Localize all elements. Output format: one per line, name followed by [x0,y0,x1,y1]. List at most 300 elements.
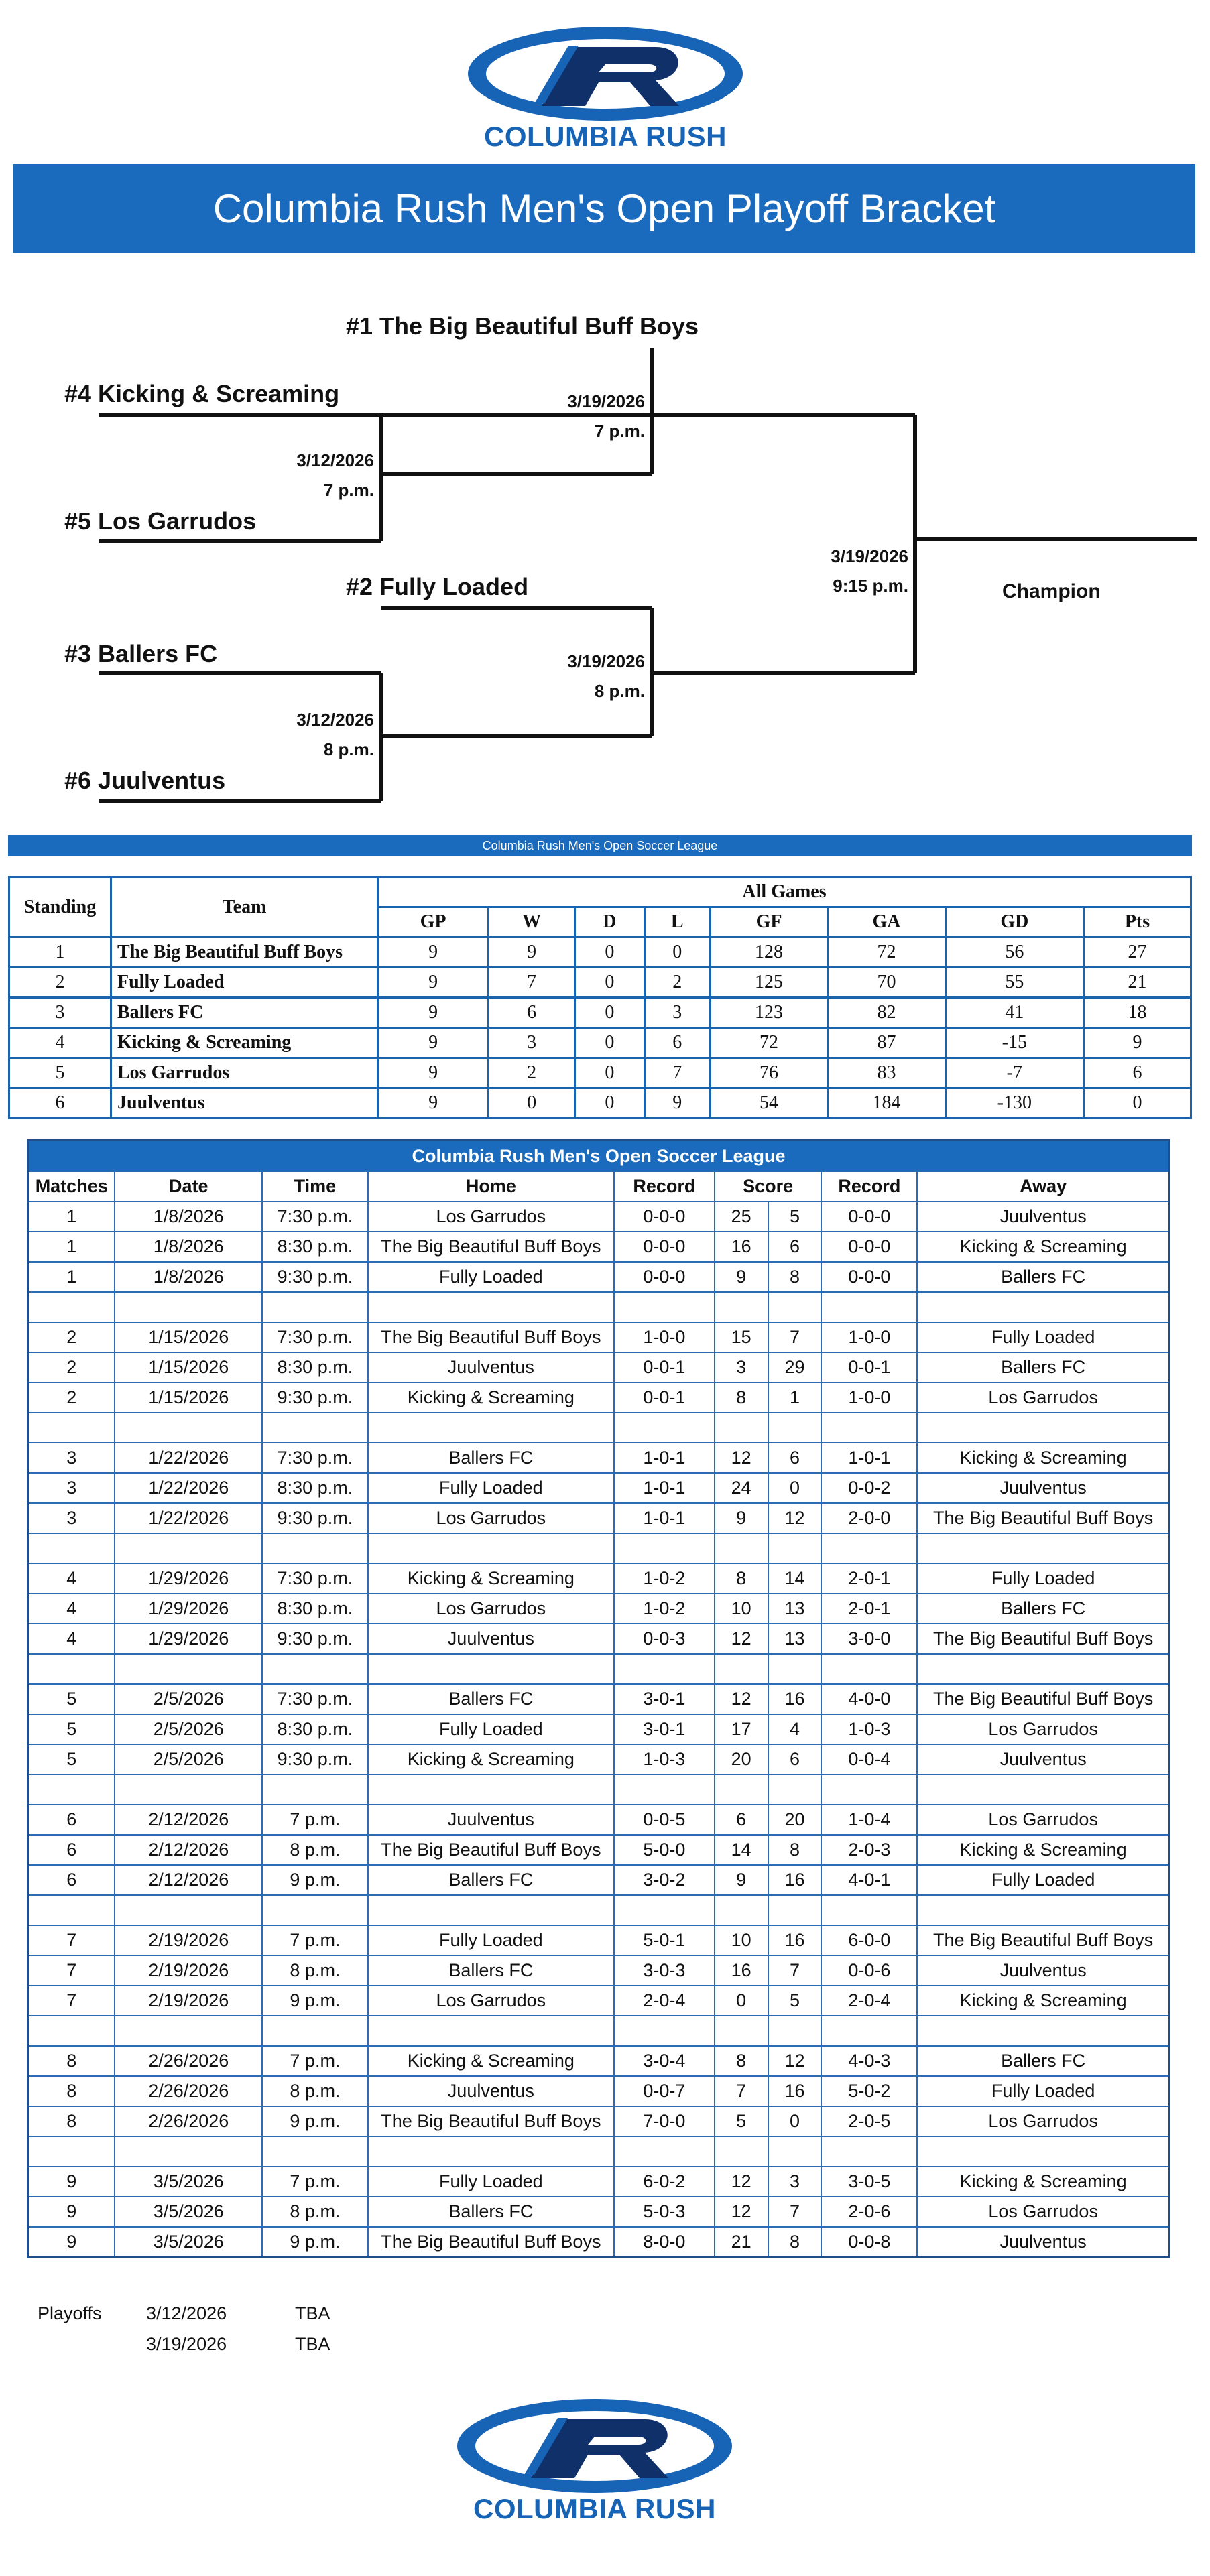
empty-cell [821,1775,917,1805]
match-cell: 6 [28,1865,115,1895]
match-cell: 0-0-8 [821,2227,917,2258]
match-cell: 3 [768,2167,822,2197]
match-cell: 3-0-4 [614,2046,715,2076]
match-cell: 9 p.m. [262,1865,368,1895]
match-row [28,1352,1170,1382]
match-cell: 2/5/2026 [115,1684,262,1714]
match-cell: 2/26/2026 [115,2046,262,2076]
match-cell: 14 [768,1563,822,1594]
empty-cell [262,2016,368,2046]
standings-cell: 128 [710,938,827,968]
standings-cell: -7 [945,1058,1083,1088]
standings-cell: -130 [945,1088,1083,1118]
match-cell: Kicking & Screaming [917,2167,1169,2197]
match-cell: Los Garrudos [917,1805,1169,1835]
match-cell: 1/15/2026 [115,1322,262,1352]
empty-cell [368,2016,614,2046]
match-cell: 3/5/2026 [115,2197,262,2227]
empty-cell [368,1533,614,1563]
match-cell: 12 [768,1503,822,1533]
match-cell: Ballers FC [917,2046,1169,2076]
standing-header: Standing [9,877,111,938]
page-title: Columbia Rush Men's Open Playoff Bracket [13,164,1195,253]
match-cell: 8 p.m. [262,2076,368,2106]
standings-cell: 9 [378,938,489,968]
match-cell: 2/12/2026 [115,1805,262,1835]
match-cell: The Big Beautiful Buff Boys [917,1503,1169,1533]
standings-cell: 3 [644,998,710,1028]
col-header: GF [710,907,827,938]
match-cell: 4-0-3 [821,2046,917,2076]
match-row [28,2167,1170,2197]
standings-cell: -15 [945,1028,1083,1058]
match-cell: Los Garrudos [917,2106,1169,2136]
match-cell: 2/26/2026 [115,2076,262,2106]
match-row [28,1955,1170,1986]
spacer-row [28,1292,1170,1322]
match-cell: 3-0-1 [614,1684,715,1714]
match-cell: 6 [28,1805,115,1835]
team-name: Ballers FC [111,998,378,1028]
standings-cell: 27 [1083,938,1191,968]
empty-cell [28,2016,115,2046]
empty-cell [768,2136,822,2167]
match-cell: 7:30 p.m. [262,1443,368,1473]
empty-cell [715,2136,768,2167]
match-cell: 29 [768,1352,822,1382]
empty-cell [115,2136,262,2167]
match-cell: Los Garrudos [368,1986,614,2016]
match-cell: 8 [28,2076,115,2106]
col-header: L [644,907,710,938]
empty-cell [614,2016,715,2046]
match-cell: 25 [715,1202,768,1232]
playoffs-label: Playoffs [38,2303,102,2323]
match-cell: 8 [28,2106,115,2136]
standings-cell: 82 [828,998,945,1028]
match-cell: 0-0-4 [821,1744,917,1775]
match-cell: 16 [768,1925,822,1955]
match-cell: 6-0-2 [614,2167,715,2197]
match-cell: 8:30 p.m. [262,1714,368,1744]
match-cell: The Big Beautiful Buff Boys [368,2106,614,2136]
match-cell: 0-0-2 [821,1473,917,1503]
empty-cell [821,1292,917,1322]
match-cell: Fully Loaded [917,1865,1169,1895]
empty-cell [917,1533,1169,1563]
match-cell: 2/19/2026 [115,1986,262,2016]
empty-cell [917,1895,1169,1925]
match-cell: 7 [28,1955,115,1986]
match-cell: Kicking & Screaming [368,1563,614,1594]
match-cell: 0 [768,1473,822,1503]
bracket-game: 3/12/2026 8 p.m. [296,710,374,759]
empty-cell [821,2016,917,2046]
match-cell: Juulventus [917,1744,1169,1775]
empty-cell [821,1654,917,1684]
match-cell: Fully Loaded [368,1262,614,1292]
match-cell: 12 [715,1624,768,1654]
standings-row [9,1088,1191,1118]
standings-cell: 0 [575,1028,644,1058]
empty-cell [768,2016,822,2046]
match-cell: 10 [715,1594,768,1624]
match-cell: Fully Loaded [368,1714,614,1744]
col-header: GP [378,907,489,938]
match-cell: 12 [715,1443,768,1473]
empty-cell [115,1533,262,1563]
standings-cell: 9 [1083,1028,1191,1058]
empty-cell [715,1413,768,1443]
match-cell: 4-0-0 [821,1684,917,1714]
match-cell: Fully Loaded [368,1473,614,1503]
match-cell: 21 [715,2227,768,2258]
empty-cell [614,1413,715,1443]
team-name: Juulventus [111,1088,378,1118]
match-cell: 1 [768,1382,822,1413]
match-cell: 7-0-0 [614,2106,715,2136]
match-cell: Fully Loaded [368,2167,614,2197]
empty-cell [368,1413,614,1443]
standings-cell: 54 [710,1088,827,1118]
match-row [28,1443,1170,1473]
team-header: Team [111,877,378,938]
match-row [28,1322,1170,1352]
match-cell: 9:30 p.m. [262,1262,368,1292]
match-row [28,1382,1170,1413]
match-row [28,1925,1170,1955]
match-cell: 2-0-1 [821,1563,917,1594]
empty-cell [917,1775,1169,1805]
match-cell: 8:30 p.m. [262,1473,368,1503]
empty-cell [715,1775,768,1805]
match-cell: 2/12/2026 [115,1835,262,1865]
match-cell: 0-0-1 [614,1382,715,1413]
match-row [28,1232,1170,1262]
bracket-team: #2 Fully Loaded [346,573,529,600]
match-cell: 9:30 p.m. [262,1624,368,1654]
empty-cell [115,2016,262,2046]
empty-cell [768,1533,822,1563]
spacer-row [28,2136,1170,2167]
match-row [28,1714,1170,1744]
empty-cell [368,1654,614,1684]
empty-cell [115,1413,262,1443]
schedule-caption: Columbia Rush Men's Open Soccer League [28,1141,1170,1172]
col-header: Date [115,1171,262,1202]
brand-name: COLUMBIA RUSH [473,2493,716,2524]
spacer-row [28,1775,1170,1805]
bracket-game-final: 3/19/2026 9:15 p.m. [831,546,908,596]
match-cell: 0-0-0 [614,1232,715,1262]
col-header: Record [614,1171,715,1202]
match-cell: 5 [28,1714,115,1744]
match-row [28,1202,1170,1232]
match-cell: The Big Beautiful Buff Boys [917,1925,1169,1955]
standings-cell: 6 [1083,1058,1191,1088]
match-cell: Juulventus [368,1805,614,1835]
col-header: Home [368,1171,614,1202]
match-cell: 9 [28,2197,115,2227]
match-cell: 3-0-2 [614,1865,715,1895]
match-cell: 0 [715,1986,768,2016]
empty-cell [614,2136,715,2167]
match-cell: 6 [28,1835,115,1865]
match-cell: The Big Beautiful Buff Boys [917,1624,1169,1654]
standings-cell: 9 [378,1088,489,1118]
match-cell: 7 p.m. [262,2046,368,2076]
match-row [28,2076,1170,2106]
bracket-game: 3/12/2026 7 p.m. [296,450,374,500]
match-cell: 5-0-0 [614,1835,715,1865]
match-cell: 4-0-1 [821,1865,917,1895]
col-header: GA [828,907,945,938]
match-cell: 9 p.m. [262,2106,368,2136]
standings-row [9,1028,1191,1058]
match-cell: 5 [28,1684,115,1714]
match-cell: Kicking & Screaming [368,1744,614,1775]
match-row [28,2046,1170,2076]
spacer-row [28,1895,1170,1925]
standings-cell: 6 [644,1028,710,1058]
match-cell: 5 [715,2106,768,2136]
match-cell: 1-0-3 [821,1714,917,1744]
match-row [28,1684,1170,1714]
match-cell: 2/19/2026 [115,1925,262,1955]
match-cell: Los Garrudos [917,1714,1169,1744]
match-cell: 8:30 p.m. [262,1594,368,1624]
standings-cell: 21 [1083,968,1191,998]
match-cell: 2/5/2026 [115,1744,262,1775]
bracket-game: 3/19/2026 7 p.m. [567,391,645,441]
match-cell: 8 p.m. [262,1835,368,1865]
match-cell: 0-0-0 [614,1262,715,1292]
standings-cell: 72 [828,938,945,968]
match-cell: 1-0-3 [614,1744,715,1775]
match-row [28,1262,1170,1292]
match-cell: 3-0-1 [614,1714,715,1744]
match-cell: Ballers FC [368,1684,614,1714]
match-cell: 8:30 p.m. [262,1232,368,1262]
match-cell: 12 [715,2167,768,2197]
match-row [28,1624,1170,1654]
match-cell: 1/15/2026 [115,1352,262,1382]
match-cell: 0-0-1 [614,1352,715,1382]
match-cell: 17 [715,1714,768,1744]
match-cell: 3-0-3 [614,1955,715,1986]
rush-logo-icon [461,19,749,126]
match-cell: 14 [715,1835,768,1865]
match-cell: 7:30 p.m. [262,1563,368,1594]
match-cell: 10 [715,1925,768,1955]
standings-cell: 0 [575,998,644,1028]
playoffs-status: TBA [295,2334,330,2354]
match-cell: 7 p.m. [262,1805,368,1835]
all-games-header: All Games [378,877,1191,907]
empty-cell [715,1292,768,1322]
match-cell: Fully Loaded [368,1925,614,1955]
standings-cell: 5 [9,1058,111,1088]
team-name: Fully Loaded [111,968,378,998]
standings-cell: 123 [710,998,827,1028]
match-cell: 13 [768,1624,822,1654]
match-row [28,2227,1170,2258]
match-cell: 4 [28,1563,115,1594]
match-cell: 20 [768,1805,822,1835]
standings-cell: 87 [828,1028,945,1058]
empty-cell [715,1895,768,1925]
standings-cell: 3 [489,1028,575,1058]
empty-cell [715,1533,768,1563]
empty-cell [917,1413,1169,1443]
empty-cell [262,1413,368,1443]
match-cell: 1/8/2026 [115,1202,262,1232]
match-cell: 8 [768,2227,822,2258]
empty-cell [262,1775,368,1805]
playoffs-status: TBA [295,2303,330,2323]
match-cell: 16 [715,1232,768,1262]
standings-cell: 7 [644,1058,710,1088]
match-cell: 0-0-0 [821,1262,917,1292]
standings-cell: 72 [710,1028,827,1058]
empty-cell [768,1413,822,1443]
match-cell: 8 [715,2046,768,2076]
match-cell: 3 [715,1352,768,1382]
bracket-team: #1 The Big Beautiful Buff Boys [346,312,699,340]
match-cell: 7 [715,2076,768,2106]
match-cell: Los Garrudos [917,2197,1169,2227]
team-name: Los Garrudos [111,1058,378,1088]
match-cell: 1-0-0 [614,1322,715,1352]
match-cell: 0-0-0 [821,1202,917,1232]
empty-cell [28,1775,115,1805]
match-cell: 0-0-7 [614,2076,715,2106]
match-cell: 7 [28,1925,115,1955]
empty-cell [821,1533,917,1563]
match-cell: Kicking & Screaming [917,1232,1169,1262]
standings-cell: 55 [945,968,1083,998]
standings-cell: 6 [9,1088,111,1118]
match-cell: Ballers FC [917,1262,1169,1292]
match-cell: 1-0-1 [614,1503,715,1533]
match-row [28,1473,1170,1503]
match-cell: 6 [768,1744,822,1775]
col-header: W [489,907,575,938]
standings-cell: 9 [644,1088,710,1118]
bracket-team: #4 Kicking & Screaming [64,380,340,407]
match-cell: Fully Loaded [917,1563,1169,1594]
standings-cell: 9 [489,938,575,968]
match-cell: 0-0-3 [614,1624,715,1654]
match-row [28,1865,1170,1895]
bracket-game: 3/19/2026 8 p.m. [567,651,645,701]
standings-row [9,998,1191,1028]
match-cell: 0-0-0 [614,1202,715,1232]
match-cell: 7 p.m. [262,1925,368,1955]
standings-cell: 2 [9,968,111,998]
bottom-logo [450,2391,739,2532]
empty-cell [115,1654,262,1684]
empty-cell [614,1533,715,1563]
playoffs-date: 3/12/2026 [146,2303,227,2323]
standings-cell: 9 [378,1058,489,1088]
match-cell: 15 [715,1322,768,1352]
match-cell: 8 [715,1382,768,1413]
match-cell: 8 [715,1563,768,1594]
spacer-row [28,1533,1170,1563]
match-cell: 7 [768,2197,822,2227]
match-cell: Ballers FC [368,1865,614,1895]
match-cell: 16 [715,1955,768,1986]
match-cell: 5-0-1 [614,1925,715,1955]
match-cell: 5 [28,1744,115,1775]
match-cell: Ballers FC [368,1443,614,1473]
match-cell: 1/22/2026 [115,1503,262,1533]
match-cell: 2 [28,1322,115,1352]
empty-cell [821,1413,917,1443]
standings-cell: 0 [1083,1088,1191,1118]
match-cell: 3 [28,1473,115,1503]
match-cell: Juulventus [368,2076,614,2106]
empty-cell [115,1292,262,1322]
standings-cell: 1 [9,938,111,968]
match-row [28,1805,1170,1835]
standings-cell: 41 [945,998,1083,1028]
match-cell: 2-0-6 [821,2197,917,2227]
standings-cell: 3 [9,998,111,1028]
match-cell: 6-0-0 [821,1925,917,1955]
match-cell: Juulventus [368,1624,614,1654]
match-cell: 2/12/2026 [115,1865,262,1895]
standings-cell: 18 [1083,998,1191,1028]
match-cell: 1-0-1 [614,1473,715,1503]
spacer-row [28,2016,1170,2046]
match-cell: 1/8/2026 [115,1232,262,1262]
match-cell: Los Garrudos [368,1503,614,1533]
match-cell: 9 [715,1865,768,1895]
empty-cell [917,1654,1169,1684]
rush-logo-icon [450,2391,739,2498]
match-cell: 1 [28,1232,115,1262]
bracket-team: #6 Juulventus [64,767,226,794]
match-cell: 9 [715,1262,768,1292]
match-row [28,1563,1170,1594]
match-cell: Kicking & Screaming [917,1986,1169,2016]
empty-cell [28,1895,115,1925]
standings-row [9,968,1191,998]
col-header: Time [262,1171,368,1202]
standings-row [9,938,1191,968]
match-row [28,1744,1170,1775]
bracket-team: #3 Ballers FC [64,640,218,667]
match-cell: 8-0-0 [614,2227,715,2258]
match-cell: Juulventus [917,2227,1169,2258]
match-cell: 3-0-0 [821,1624,917,1654]
champion-label: Champion [1002,580,1101,602]
match-cell: 13 [768,1594,822,1624]
standings-cell: 0 [575,968,644,998]
match-cell: 1-0-2 [614,1594,715,1624]
standings-cell: 0 [644,938,710,968]
match-cell: 4 [768,1714,822,1744]
empty-cell [368,1895,614,1925]
match-cell: 2-0-1 [821,1594,917,1624]
match-cell: The Big Beautiful Buff Boys [368,1232,614,1262]
match-cell: The Big Beautiful Buff Boys [368,1835,614,1865]
match-cell: Kicking & Screaming [368,1382,614,1413]
match-cell: Ballers FC [917,1594,1169,1624]
match-cell: 2-0-5 [821,2106,917,2136]
